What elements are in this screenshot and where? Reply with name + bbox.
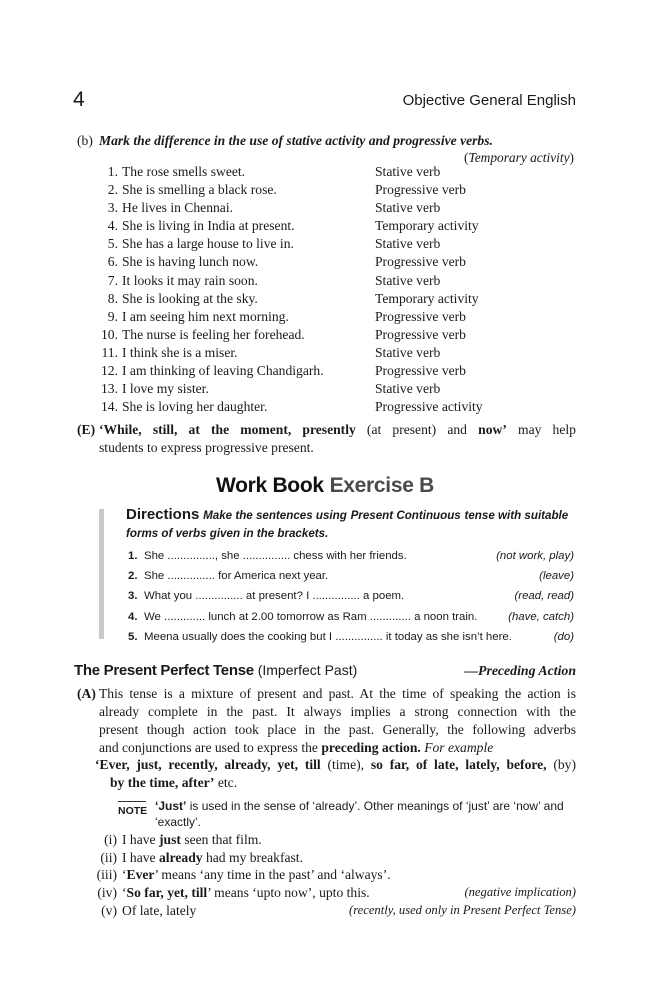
list-item: 6. She is having lunch now. Progressive verb [107,254,466,270]
section-b-heading [77,133,493,149]
section-e-paragraph: (E) ‘While, still, at the moment, presently (at present) and now’ may help students to express progressive present. [77,422,576,455]
list-item: 1. She ..............., she ............... chess with her friends. (not work, play) [128,550,574,562]
directions-box [126,506,576,651]
present-perfect-heading: The Present Perfect Tense (Imperfect Past) —Preceding Action [74,662,576,679]
list-item: 3. He lives in Chennai. Stative verb [107,200,441,216]
page-number: 4 [73,88,85,111]
list-item: 9. I am seeing him next morning. Progressive verb [107,308,466,324]
adverbs-list: ‘Ever, just, recently, already, yet, till (time), so far, of late, lately, before, (by) by the time, after’ etc. [95,757,577,790]
list-item: (v) Of late, lately (recently, used only in Present Perfect Tense) [101,902,576,918]
list-item: 13. I love my sister. Stative verb [101,381,441,397]
list-item: (iv) ‘So far, yet, till’ means ‘upto now’, upto this. (negative implication) [97,885,576,901]
list-item: 11. I think she is a miser. Stative verb [101,344,441,360]
list-item: 4. She is living in India at present. Temporary activity [107,218,479,234]
verb-example-list [77,164,577,417]
preceding-action-label: —Preceding Action [464,663,576,678]
list-item: 8. She is looking at the sky. Temporary activity [107,290,479,306]
section-a-paragraph: (A) This tense is a mixture of present and past. At the time of speaking the action is already complete in the past. It always implies a strong connection with the present though action took place in the past. Generally, the following adverbs and conjunctions are used to express the preceding action. For example [77,686,576,755]
section-b-label: (b) [77,133,93,148]
list-item: (i) I have just seen that film. [104,832,262,847]
temporary-activity-text: Temporary activity [468,150,570,165]
list-item: 5. Meena usually does the cooking but I ............... it today as she isn’t here. (do) [128,630,574,643]
temporary-activity-note: (Temporary activity) [464,150,574,165]
list-item: 3. What you ............... at present? I ............... a poem. (read, read) [128,590,574,603]
list-item: 1. The rose smells sweet. Stative verb [107,164,441,179]
list-item: 4. We ............. lunch at 2.00 tomorrow as Ram ............. a noon train. (have, catch) [128,610,574,623]
list-item: 12. I am thinking of leaving Chandigarh. Progressive verb [101,363,466,379]
list-item: 14. She is loving her daughter. Progressive activity [101,399,483,415]
list-item: 10. The nurse is feeling her forehead. Progressive verb [101,326,466,342]
workbook-title: Work Book Exercise B [215,474,435,497]
note-box: NOTE ‘Just’ is used in the sense of ‘already’. Other meanings of ‘just’ are ‘now’ and ‘exactly’. [118,799,564,829]
examples-list [77,832,576,920]
directions-side-bar [99,509,104,639]
list-item: (iii) ‘Ever’ means ‘any time in the past’ and ‘always’. [96,867,391,883]
directions-heading: Directions Make the sentences using Present Continuous tense with suitable forms of verbs given in the brackets. [126,506,569,540]
list-item: 7. It looks it may rain soon. Stative verb [107,272,441,288]
list-item: 2. She ............... for America next year. (leave) [128,570,574,583]
exercise-list [126,550,576,651]
list-item: 2. She is smelling a black rose. Progressive verb [107,182,466,198]
list-item: (ii) I have already had my breakfast. [100,849,303,865]
list-item: 5. She has a large house to live in. Stative verb [107,236,441,252]
section-b-title: Mark the difference in the use of stative activity and progressive verbs. [99,133,493,148]
note-tag: NOTE [118,801,147,819]
book-title: Objective General English [402,92,576,109]
